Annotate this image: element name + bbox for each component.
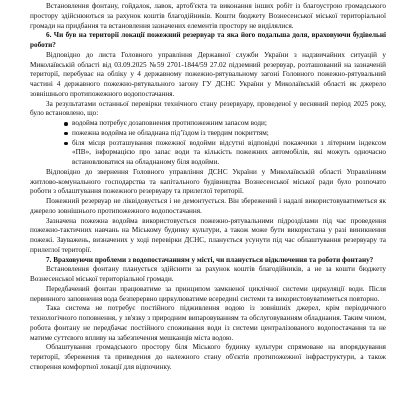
inspection-findings-list (30, 119, 386, 168)
question-6-heading: 6. Чи був на території локації пожежний резервуар та яка його подальша доля, враховуючи будівельні роботи? (30, 31, 386, 49)
paragraph-dsns-letter: Відповідно до листа Головного управління Державної служби України з надзвичайних ситуацій у Миколаївській області від 03.09.2025 №59 2701-1844/59 27.02 підземний резервуар, розташований на зазначеній території, перебуває на обліку у 4 державному пожежно-рятувальному загоні Головного пожежно-рятувальний частині 4 державного пожежно-рятувального загону ГУ ДСНС України у Миколаївській області як джерело зовнішнього протипожежного водопостачання. (30, 50, 386, 98)
paragraph-works-started: Відповідно до звернення Головного управління ДСНС України у Миколаївській області Управлінням житлово-комунального господарства та капітального будівництва Вознесенської міської ради було розпочато роботи з облаштування пожежного резервуару та прилеглої території. (30, 167, 386, 196)
list-item: пожежна водойма не обладнана підʼїздом із твердим покриттям; (72, 129, 386, 139)
paragraph-closed-cycle: Передбачений фонтан працюватиме за принципом замкненої циклічної системи циркуляції води. Після первинного заповнення вода безперервно циркулюватиме всередині системи та використовуватиметься повторно. (30, 284, 386, 303)
document-body (30, 2, 386, 373)
paragraph-public-space: Облаштування громадського простору біля Міського будинку культури спрямоване на впорядкування території, збереження та приведення до належного стану об'єктів протипожежної інфраструктури, а також створення комфортної локації для відпочинку. (30, 343, 386, 371)
paragraph-fountain-funding: Встановлення фонтану планується здійснити за рахунок коштів благодійників, а не за кошти бюджету Вознесенської міської територіальної громади. (30, 265, 386, 283)
paragraph-funding-intro: Встановлення фонтану, гойдалок, лавок, артоб'єкта та виконання інших робіт із благоустрою громадського простору здійснюються за рахунок коштів благодійників. Кошти бюджету Вознесенської міської територіальної громади на придбання та встановлення зазначених елементів простору не виділялися. (30, 2, 386, 30)
paragraph-reservoir-usage: Зазначена пожежна водойма використовується пожежно-рятувальними підрозділами під час проведення пожежно-тактичних навчань на Міському будинку культури, а також може бути використана у разі виникнення пожежі. Зауважень, визначених у ході перевірки ДСНС, планується усунути під час облаштування резервуару та прилеглої території. (30, 216, 386, 254)
paragraph-water-consumption: Така система не потребує постійного підживлення водою із зовнішніх джерел, крім періодичного технологічного поповнення, у зв'язку з природним випаровуванням та обслуговуванням обладнання. Таким чином, робота фонтану не передбачає постійного споживання води із системи централізованого водопостачання та не матиме суттєвого впливу на забезпечення мешканців міста водою. (30, 304, 386, 342)
paragraph-reservoir-preserved: Пожежний резервуар не ліквідовується і не демонтується. Він збережений і надалі використовуватиметься як джерело зовнішнього протипожежного водопостачання. (30, 197, 386, 215)
list-item: водойма потребує дозаповнення протипожежним запасом води; (72, 119, 386, 129)
question-7-heading: 7. Враховуючи проблеми з водопостачанням у місті, чи планується відключення та роботи фонтану? (46, 255, 374, 264)
paragraph-inspection-results: За результатами останньої перевірки технічного стану резервуару, проведеної у весняний період 2025 року, було встановлено, що: (30, 99, 386, 118)
list-item: біля місця розташування пожежної водойми відсутні відповідні покажчики з літерним індексом «ПВ», інформацією про запас води та кількість пожежних автомобілів, які можуть одночасно встановлюватися на обладнаному біля водойми. (72, 138, 386, 166)
